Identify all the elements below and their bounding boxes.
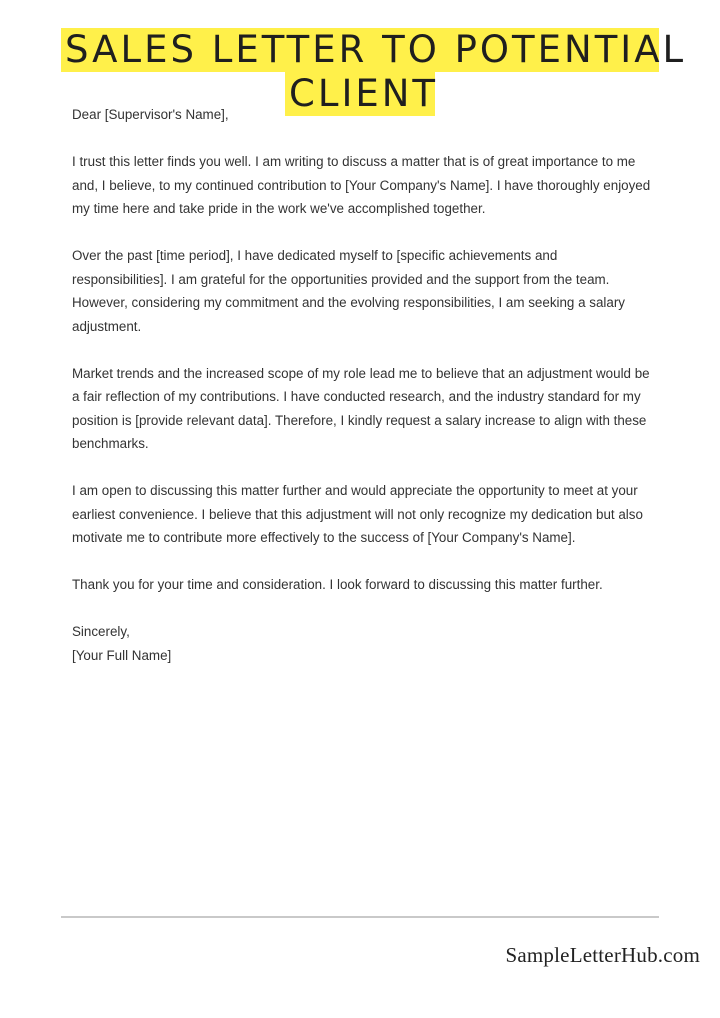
closing: Sincerely, [72, 624, 130, 639]
title-line-2: CLIENT [285, 72, 435, 116]
signature: [Your Full Name] [72, 647, 172, 663]
paragraph-5: Thank you for your time and consideration. I look forward to discussing this matter further. [72, 577, 603, 592]
footer-divider [61, 916, 659, 918]
letter-body [72, 103, 652, 667]
paragraph-3: Market trends and the increased scope of my role lead me to believe that an adjustment would be a fair reflection of my contributions. I have conducted research, and the industry standard for my position is [provide relevant data]. Therefore, I kindly request a salary increase to align with these benchmarks. [72, 365, 650, 451]
brand-logo: SampleLetterHub.com [505, 943, 700, 967]
paragraph-1: I trust this letter finds you well. I am writing to discuss a matter that is of great importance to me and, I believe, to my continued contribution to [Your Company's Name]. I have thoroughly enjoyed my time here and take pride in the work we've accomplished together. [72, 154, 651, 216]
paragraph-4: I am open to discussing this matter further and would appreciate the opportunity to meet at your earliest convenience. I believe that this adjustment will not only recognize my dedication but also motivate me to contribute more effectively to the success of [Your Company's Name]. [72, 483, 643, 545]
paragraph-2: Over the past [time period], I have dedicated myself to [specific achievements and responsibilities]. I am grateful for the opportunities provided and the support from the team. However, considering my commitment and the evolving responsibilities, I am seeking a salary adjustment. [72, 248, 625, 334]
salutation: Dear [Supervisor's Name], [72, 107, 229, 122]
title-line-1: SALES LETTER TO POTENTIAL [61, 28, 659, 72]
